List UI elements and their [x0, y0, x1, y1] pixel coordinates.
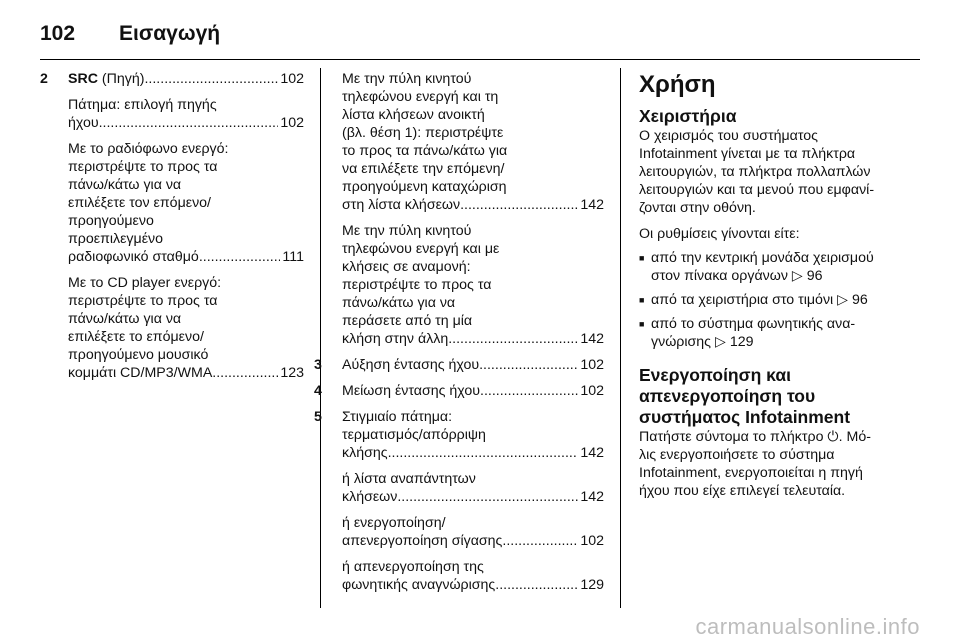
square-bullet-icon: ■ — [639, 295, 645, 305]
page-ref[interactable]: 102 — [580, 533, 604, 549]
item-3: 3 Αύξηση έντασης ήχου ..... 102 — [314, 356, 604, 374]
phone-list-paragraph: Με την πύλη κινητού τηλεφώνου ενεργή και τη λίστα κλήσεων ανοικτή (βλ. θέση 1): περιστρέψτε το προς τα πάνω/κάτω για να επιλέξετε την επόμενη/ προηγούμενη καταχώριση στη λίστα κλήσεων ..... 142 — [342, 70, 604, 214]
list-item: ■ από τα χειριστήρια στο τιμόνι ▷ 96 — [639, 292, 868, 308]
page-ref-arrow-icon: ▷ — [791, 268, 803, 284]
page-ref[interactable]: 142 — [580, 445, 604, 461]
page-ref[interactable]: 129 — [729, 334, 754, 350]
page-ref-arrow-icon: ▷ — [714, 334, 726, 350]
column-3 — [639, 70, 915, 508]
page-ref[interactable]: 102 — [280, 71, 304, 87]
settings-intro: Οι ρυθμίσεις γίνονται είτε: — [639, 226, 800, 242]
power-button-icon: ⏻ — [827, 429, 839, 445]
watermark: carmanualsonline.info — [695, 614, 920, 639]
subheading-controls: Χειριστήρια — [639, 106, 737, 126]
voice-recognition-paragraph: ή απενεργοποίηση της φωνητικής αναγνώρισης ..... 129 — [342, 558, 604, 594]
page-ref[interactable]: 111 — [282, 249, 304, 265]
list-item: ■ από την κεντρική μονάδα χειρισμού στον πίνακα οργάνων ▷ 96 — [639, 250, 874, 284]
item-number: 2 — [40, 71, 48, 87]
page-ref[interactable]: 96 — [806, 268, 823, 284]
cd-paragraph: Με το CD player ενεργό: περιστρέψτε το προς τα πάνω/κάτω για να επιλέξετε το επόμενο/ προηγούμενο μουσικό κομμάτι CD/MP3/WMA ..... 123 — [68, 274, 304, 382]
page-ref[interactable]: 102 — [580, 357, 604, 373]
missed-calls-paragraph: ή λίστα αναπάντητων κλήσεων ..... 142 — [342, 470, 604, 506]
page-ref[interactable]: 96 — [852, 292, 868, 308]
square-bullet-icon: ■ — [639, 319, 645, 329]
page-number: 102 — [40, 22, 76, 45]
column-divider-1 — [320, 68, 321, 608]
settings-list — [639, 249, 915, 351]
column-divider-2 — [620, 68, 621, 608]
page-ref[interactable]: 102 — [280, 115, 304, 131]
page-ref[interactable]: 102 — [580, 383, 604, 399]
column-1 — [40, 70, 304, 398]
page-ref[interactable]: 123 — [280, 365, 304, 381]
power-paragraph: Πατήστε σύντομα το πλήκτρο ⏻. Μό- λις ενεργοποιήσετε το σύστημα Infotainment, ενεργοποιείται η πηγή ήχου που είχε επιλεγεί τελευταία. — [639, 429, 871, 499]
page-ref[interactable]: 142 — [580, 197, 604, 213]
section-heading: Χρήση — [639, 71, 716, 98]
square-bullet-icon: ■ — [639, 253, 645, 263]
press-source-paragraph: Πάτημα: επιλογή πηγής ήχου ..... 102 — [68, 96, 304, 132]
page-ref[interactable]: 142 — [580, 331, 604, 347]
header-rule — [40, 59, 920, 60]
item-4: 4 Μείωση έντασης ήχου ..... 102 — [314, 382, 604, 400]
list-item: ■ από το σύστημα φωνητικής ανα- γνώρισης ▷ 129 — [639, 316, 856, 350]
page-header — [40, 14, 220, 54]
mute-paragraph: ή ενεργοποίηση/ απενεργοποίηση σίγασης ..... 102 — [342, 514, 604, 550]
radio-paragraph: Με το ραδιόφωνο ενεργό: περιστρέψτε το προς τα πάνω/κάτω για να επιλέξετε τον επόμενο/ προηγούμενο προεπιλεγμένο ραδιοφωνικό σταθμό ..... 111 — [68, 140, 304, 266]
controls-intro: Ο χειρισμός του συστήματος Infotainment γίνεται με τα πλήκτρα λειτουργιών, τα πλήκτρα πολλαπλών λειτουργιών και τα μενού που εμφανί- ζονται στην οθόνη. — [639, 128, 875, 216]
item-5: 5 Στιγμιαίο πάτημα: τερματισμός/απόρριψη κλήσης ..... 142 — [314, 408, 604, 462]
column-2 — [314, 70, 604, 602]
page-ref-arrow-icon: ▷ — [837, 292, 849, 308]
src-label: SRC — [68, 71, 98, 87]
page-title: Εισαγωγή — [119, 22, 221, 45]
subheading-power: Ενεργοποίηση και απενεργοποίηση του συστήματος Infotainment — [639, 365, 851, 427]
phone-waiting-paragraph: Με την πύλη κινητού τηλεφώνου ενεργή και με κλήσεις σε αναμονή: περιστρέψτε το προς τα πάνω/κάτω για να περάσετε από τη μία κλήση στην άλλη ..... 142 — [342, 222, 604, 348]
src-line: SRC (Πηγή) ..... 102 — [68, 70, 304, 88]
page-ref[interactable]: 129 — [580, 577, 604, 593]
item-2 — [40, 70, 304, 390]
page-ref[interactable]: 142 — [580, 489, 604, 505]
